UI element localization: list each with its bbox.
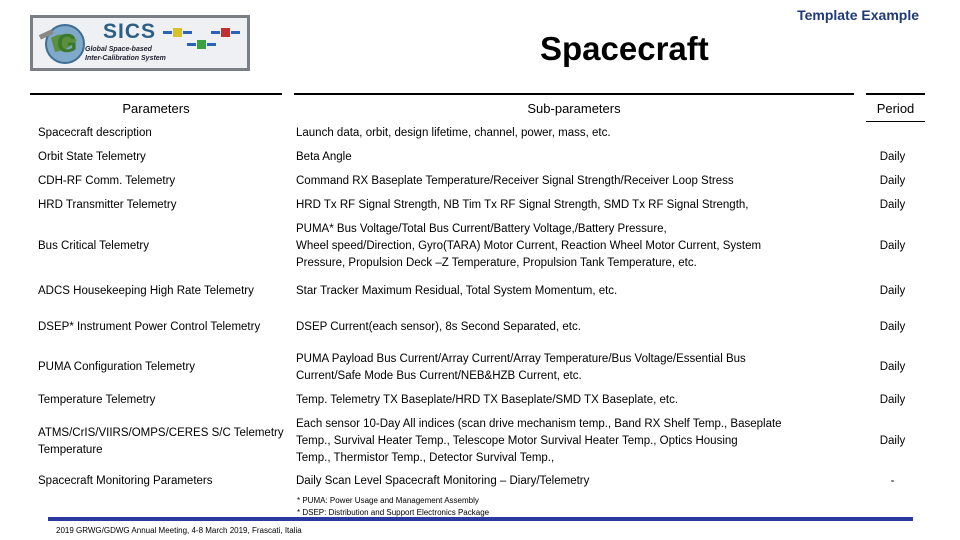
table-row bbox=[30, 308, 925, 348]
row-parameter: PUMA Configuration Telemetry bbox=[38, 361, 196, 373]
row-period: Daily bbox=[879, 239, 906, 252]
table-header-row bbox=[30, 94, 925, 122]
row-period: Daily bbox=[879, 394, 906, 406]
logo-line-2: Inter-Calibration System bbox=[85, 55, 166, 62]
row-parameter: CDH-RF Comm. Telemetry bbox=[38, 175, 176, 187]
row-parameter: DSEP* Instrument Power Control Telemetry bbox=[38, 321, 261, 333]
sub-line: Beta Angle bbox=[296, 151, 352, 163]
row-sub-parameters bbox=[288, 388, 860, 414]
sub-line: Pressure, Propulsion Deck –Z Temperature, Propulsion Tank Temperature, etc. bbox=[296, 256, 697, 269]
row-sub-parameters bbox=[288, 170, 860, 194]
header-parameters: Parameters bbox=[30, 94, 288, 122]
row-sub-parameters bbox=[288, 218, 860, 275]
row-parameter: Bus Critical Telemetry bbox=[38, 239, 149, 252]
table-row bbox=[30, 388, 925, 414]
table-row bbox=[30, 414, 925, 470]
row-sub-parameters bbox=[288, 414, 860, 470]
page-title: Spacecraft bbox=[540, 30, 709, 67]
row-period: Daily bbox=[879, 435, 906, 447]
row-parameter: Spacecraft Monitoring Parameters bbox=[38, 475, 213, 487]
footnotes bbox=[297, 495, 489, 519]
sub-line: PUMA Payload Bus Current/Array Current/Array Temperature/Bus Voltage/Essential Bus bbox=[296, 352, 746, 365]
sub-line: Each sensor 10-Day All indices (scan drive mechanism temp., Band RX Shelf Temp., Baseplate bbox=[296, 418, 782, 430]
table-row bbox=[30, 170, 925, 194]
sub-line: Daily Scan Level Spacecraft Monitoring – Diary/Telemetry bbox=[296, 475, 590, 487]
table-row bbox=[30, 470, 925, 494]
sub-line: Temp., Thermistor Temp., Detector Survival Temp., bbox=[296, 452, 555, 464]
sub-line: Star Tracker Maximum Residual, Total System Momentum, etc. bbox=[296, 284, 618, 297]
table-row bbox=[30, 194, 925, 218]
row-sub-parameters bbox=[288, 470, 860, 494]
row-parameter: HRD Transmitter Telemetry bbox=[38, 199, 177, 211]
row-parameter: Temperature Telemetry bbox=[38, 394, 156, 406]
table-row bbox=[30, 348, 925, 388]
row-sub-parameters bbox=[288, 308, 860, 348]
row-sub-parameters bbox=[288, 348, 860, 388]
row-parameter: ATMS/CrIS/VIIRS/OMPS/CERES S/C Telemetry Temperature bbox=[38, 426, 284, 456]
header-sub-parameters: Sub-parameters bbox=[288, 94, 860, 122]
table-row bbox=[30, 218, 925, 275]
sub-line: Temp., Survival Heater Temp., Telescope Motor Survival Heater Temp., Optics Housing bbox=[296, 435, 738, 447]
sub-line: PUMA* Bus Voltage/Total Bus Current/Battery Voltage,/Battery Pressure, bbox=[296, 222, 667, 235]
row-period: Daily bbox=[879, 175, 906, 187]
footnote: * DSEP: Distribution and Support Electronics Package bbox=[297, 508, 490, 517]
sub-line: HRD Tx RF Signal Strength, NB Tim Tx RF Signal Strength, SMD Tx RF Signal Strength, bbox=[296, 199, 749, 211]
table-row bbox=[30, 275, 925, 308]
spacecraft-parameter-table bbox=[30, 93, 925, 494]
row-period: Daily bbox=[879, 361, 906, 373]
footnote: * PUMA: Power Usage and Management Assembly bbox=[297, 496, 479, 505]
table-row bbox=[30, 146, 925, 170]
row-period: Daily bbox=[879, 321, 906, 333]
row-parameter: Spacecraft description bbox=[38, 127, 152, 139]
table-row bbox=[30, 122, 925, 146]
row-sub-parameters bbox=[288, 146, 860, 170]
row-sub-parameters bbox=[288, 275, 860, 308]
row-parameter: Orbit State Telemetry bbox=[38, 151, 146, 163]
sub-line: Wheel speed/Direction, Gyro(TARA) Motor Current, Reaction Wheel Motor Current, System bbox=[296, 239, 762, 252]
svg-text:G: G bbox=[57, 28, 78, 58]
sub-line: Launch data, orbit, design lifetime, channel, power, mass, etc. bbox=[296, 127, 611, 139]
row-sub-parameters bbox=[288, 122, 860, 146]
template-tag: Template Example bbox=[797, 7, 919, 23]
row-period: Daily bbox=[879, 284, 906, 297]
sub-line: Temp. Telemetry TX Baseplate/HRD TX Baseplate/SMD TX Baseplate, etc. bbox=[296, 394, 679, 406]
sub-line: Command RX Baseplate Temperature/Receiver Signal Strength/Receiver Loop Stress bbox=[296, 175, 734, 187]
sub-line: Current/Safe Mode Bus Current/NEB&HZB Current, etc. bbox=[296, 369, 582, 382]
footer-meeting-text: 2019 GRWG/GDWG Annual Meeting, 4-8 March 2019, Frascati, Italia bbox=[56, 526, 302, 535]
logo-acronym: SICS bbox=[103, 20, 157, 43]
row-period: - bbox=[890, 475, 895, 487]
row-parameter: ADCS Housekeeping High Rate Telemetry bbox=[38, 284, 254, 297]
row-period: Daily bbox=[879, 151, 906, 163]
gsics-logo bbox=[30, 15, 250, 71]
header-period: Period bbox=[860, 94, 925, 122]
row-sub-parameters bbox=[288, 194, 860, 218]
logo-line-1: Global Space-based bbox=[85, 46, 152, 53]
footer-accent-bar bbox=[48, 517, 913, 521]
sub-line: DSEP Current(each sensor), 8s Second Separated, etc. bbox=[296, 321, 581, 333]
row-period: Daily bbox=[879, 199, 906, 211]
satellite-icons bbox=[163, 28, 240, 49]
row-period bbox=[860, 122, 925, 146]
